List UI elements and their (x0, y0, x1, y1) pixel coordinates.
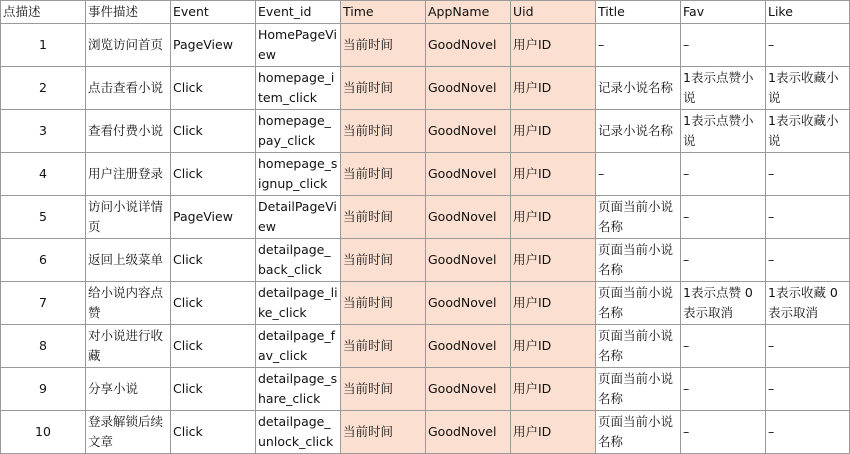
cell-uid: 用户ID (511, 196, 596, 239)
cell-event: Click (171, 110, 256, 153)
cell-desc: 分享小说 (86, 368, 171, 411)
cell-uid: 用户ID (511, 325, 596, 368)
header-event-desc: 事件描述 (86, 1, 171, 24)
cell-like: 1表示收藏小说 (766, 110, 850, 153)
cell-uid: 用户ID (511, 368, 596, 411)
cell-uid: 用户ID (511, 153, 596, 196)
cell-appname: GoodNovel (426, 239, 511, 282)
cell-desc: 返回上级菜单 (86, 239, 171, 282)
cell-time: 当前时间 (341, 239, 426, 282)
cell-desc: 点击查看小说 (86, 67, 171, 110)
table-row (1, 325, 850, 368)
cell-appname: GoodNovel (426, 110, 511, 153)
cell-no: 1 (1, 24, 86, 67)
cell-event: Click (171, 368, 256, 411)
cell-title: 页面当前小说名称 (596, 368, 681, 411)
cell-event: Click (171, 282, 256, 325)
cell-appname: GoodNovel (426, 368, 511, 411)
table-row (1, 110, 850, 153)
cell-title: 页面当前小说名称 (596, 282, 681, 325)
cell-event-id: DetailPageView (256, 196, 341, 239)
cell-uid: 用户ID (511, 67, 596, 110)
cell-fav: 1表示点赞 0表示取消 (681, 282, 766, 325)
cell-title: 记录小说名称 (596, 110, 681, 153)
cell-time: 当前时间 (341, 24, 426, 67)
cell-event: PageView (171, 24, 256, 67)
cell-time: 当前时间 (341, 67, 426, 110)
cell-title: 记录小说名称 (596, 67, 681, 110)
cell-uid: 用户ID (511, 282, 596, 325)
header-time: Time (341, 1, 426, 24)
cell-event-id: detailpage_unlock_click (256, 411, 341, 454)
cell-desc: 查看付费小说 (86, 110, 171, 153)
cell-appname: GoodNovel (426, 153, 511, 196)
table-row (1, 153, 850, 196)
table-row (1, 24, 850, 67)
header-event-id: Event_id (256, 1, 341, 24)
cell-event: Click (171, 325, 256, 368)
table-row (1, 196, 850, 239)
cell-fav: – (681, 368, 766, 411)
cell-time: 当前时间 (341, 411, 426, 454)
cell-title: 页面当前小说名称 (596, 196, 681, 239)
cell-fav: – (681, 239, 766, 282)
cell-event-id: detailpage_like_click (256, 282, 341, 325)
cell-like: – (766, 239, 850, 282)
cell-like: – (766, 368, 850, 411)
cell-appname: GoodNovel (426, 411, 511, 454)
header-appname: AppName (426, 1, 511, 24)
cell-fav: 1表示点赞小说 (681, 110, 766, 153)
cell-uid: 用户ID (511, 411, 596, 454)
cell-like: – (766, 24, 850, 67)
cell-like: – (766, 196, 850, 239)
cell-desc: 用户注册登录 (86, 153, 171, 196)
header-uid: Uid (511, 1, 596, 24)
cell-appname: GoodNovel (426, 282, 511, 325)
cell-appname: GoodNovel (426, 325, 511, 368)
cell-like: 1表示收藏小说 (766, 67, 850, 110)
header-point-desc: 点描述 (1, 1, 86, 24)
cell-title: 页面当前小说名称 (596, 239, 681, 282)
cell-fav: – (681, 153, 766, 196)
cell-event: Click (171, 153, 256, 196)
cell-time: 当前时间 (341, 153, 426, 196)
cell-appname: GoodNovel (426, 67, 511, 110)
cell-event: Click (171, 411, 256, 454)
cell-event-id: detailpage_back_click (256, 239, 341, 282)
cell-desc: 登录解锁后续文章 (86, 411, 171, 454)
cell-time: 当前时间 (341, 196, 426, 239)
cell-like: – (766, 153, 850, 196)
cell-event-id: homepage_item_click (256, 67, 341, 110)
cell-appname: GoodNovel (426, 196, 511, 239)
cell-time: 当前时间 (341, 282, 426, 325)
cell-event: Click (171, 67, 256, 110)
cell-appname: GoodNovel (426, 24, 511, 67)
cell-event-id: detailpage_fav_click (256, 325, 341, 368)
cell-no: 7 (1, 282, 86, 325)
cell-event-id: homepage_signup_click (256, 153, 341, 196)
cell-desc: 给小说内容点赞 (86, 282, 171, 325)
cell-title: – (596, 153, 681, 196)
table-row (1, 411, 850, 454)
cell-event-id: HomePageView (256, 24, 341, 67)
cell-time: 当前时间 (341, 368, 426, 411)
cell-no: 3 (1, 110, 86, 153)
cell-fav: – (681, 411, 766, 454)
cell-uid: 用户ID (511, 239, 596, 282)
cell-desc: 访问小说详情页 (86, 196, 171, 239)
table-row (1, 282, 850, 325)
cell-event-id: detailpage_share_click (256, 368, 341, 411)
cell-no: 2 (1, 67, 86, 110)
cell-no: 8 (1, 325, 86, 368)
cell-title: 页面当前小说名称 (596, 411, 681, 454)
table-row (1, 368, 850, 411)
header-title: Title (596, 1, 681, 24)
cell-fav: – (681, 196, 766, 239)
cell-fav: – (681, 325, 766, 368)
cell-uid: 用户ID (511, 110, 596, 153)
cell-like: 1表示收藏 0表示取消 (766, 282, 850, 325)
cell-fav: 1表示点赞小说 (681, 67, 766, 110)
cell-like: – (766, 411, 850, 454)
cell-time: 当前时间 (341, 110, 426, 153)
cell-event: Click (171, 239, 256, 282)
cell-no: 5 (1, 196, 86, 239)
table-row (1, 239, 850, 282)
cell-title: – (596, 24, 681, 67)
cell-like: – (766, 325, 850, 368)
cell-title: 页面当前小说名称 (596, 325, 681, 368)
cell-no: 4 (1, 153, 86, 196)
cell-uid: 用户ID (511, 24, 596, 67)
header-like: Like (766, 1, 850, 24)
cell-fav: – (681, 24, 766, 67)
header-row (1, 1, 850, 24)
cell-no: 6 (1, 239, 86, 282)
cell-event: PageView (171, 196, 256, 239)
cell-no: 10 (1, 411, 86, 454)
header-fav: Fav (681, 1, 766, 24)
cell-no: 9 (1, 368, 86, 411)
cell-event-id: homepage_pay_click (256, 110, 341, 153)
cell-time: 当前时间 (341, 325, 426, 368)
table-row (1, 67, 850, 110)
header-event: Event (171, 1, 256, 24)
cell-desc: 浏览访问首页 (86, 24, 171, 67)
cell-desc: 对小说进行收藏 (86, 325, 171, 368)
